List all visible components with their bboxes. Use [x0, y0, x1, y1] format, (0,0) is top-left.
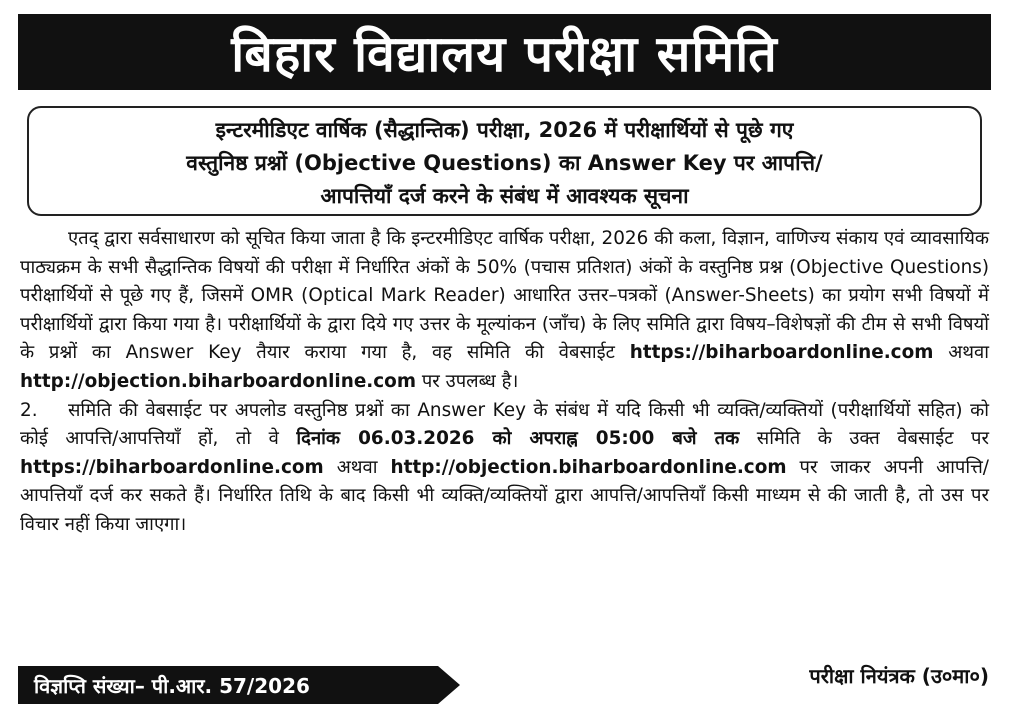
website-link-primary-2[interactable]: https://biharboardonline.com — [20, 456, 324, 478]
notice-number-banner — [18, 666, 438, 704]
paragraph-1-text: एतद् द्वारा सर्वसाधारण को सूचित किया जाता है कि इन्टरमीडिएट वार्षिक परीक्षा, 2026 की कला, विज्ञान, वाणिज्य संकाय एवं व्यावसायिक पाठ्यक्रम के सभी सैद्धान्तिक विषयों की परीक्षा में निर्धारित अंकों के 50% (पचास प्रतिशत) अंकों के वस्तुनिष्ठ प्रश्न (Objective Questions) परीक्षार्थियों से पूछे गए हैं, जिसमें OMR (Optical Mark Reader) आधारित उत्तर–पत्रकों (Answer-Sheets) का प्रयोग सभी विषयों में परीक्षार्थियों द्वारा किया गया है। परीक्षार्थियों के द्वारा दिये गए उत्तर के मूल्यांकन (जाँच) के लिए समिति द्वारा विषय–विशेषज्ञों की टीम से सभी विषयों के प्रश्नों का Answer Key तैयार कराया गया है, वह समिति की वेबसाईट — [20, 228, 989, 364]
notice-number: विज्ञप्ति संख्या– पी.आर. 57/2026 — [34, 673, 310, 698]
controller-signature: परीक्षा नियंत्रक (उ०मा०) — [809, 664, 989, 688]
paragraph-2-text-c: पर जाकर अपनी आपत्ति/आपत्तियाँ दर्ज कर सकते हैं। निर्धारित तिथि के बाद किसी भी व्यक्ति/व्यक्तियों द्वारा आपत्ति/आपत्तियाँ किसी माध्यम से की जाती है, तो उस पर विचार नहीं किया जाएगा। — [20, 456, 989, 535]
subject-line-1: इन्टरमीडिएट वार्षिक (सैद्धान्तिक) परीक्षा, 2026 में परीक्षार्थियों से पूछे गए — [215, 118, 794, 142]
website-link-primary[interactable]: https://biharboardonline.com — [629, 342, 934, 364]
website-link-objection[interactable]: http://objection.biharboardonline.com — [20, 370, 416, 392]
subject-line-3: आपत्तियाँ दर्ज करने के संबंध में आवश्यक सूचना — [320, 184, 689, 208]
conjunction-text-2: अथवा — [336, 456, 378, 478]
paragraph-1 — [20, 225, 989, 397]
footer — [18, 660, 991, 704]
paragraph-2 — [20, 397, 989, 540]
page-title-banner — [18, 14, 991, 90]
conjunction-text: अथवा — [948, 342, 989, 364]
deadline-text: दिनांक 06.03.2026 को अपराह्न 05:00 बजे तक — [296, 428, 740, 450]
notice-body — [18, 225, 991, 540]
paragraph-2-text-b: समिति के उक्त वेबसाईट पर — [756, 428, 990, 450]
paragraph-2-text-a: समिति की वेबसाईट पर अपलोड वस्तुनिष्ठ प्रश्नों का Answer Key के संबंध में यदि किसी भी व्यक्ति/व्यक्तियों (परीक्षार्थियों सहित) को कोई आपत्ति/आपत्तियाँ हों, तो वे — [20, 399, 989, 450]
website-link-objection-2[interactable]: http://objection.biharboardonline.com — [390, 456, 787, 478]
paragraph-2-number: 2. — [20, 399, 38, 421]
page-title: बिहार विद्यालय परीक्षा समिति — [231, 25, 778, 83]
paragraph-1-tail: पर उपलब्ध है। — [421, 370, 519, 392]
subject-box — [27, 106, 982, 216]
subject-line-2: वस्तुनिष्ठ प्रश्नों (Objective Questions) का Answer Key पर आपत्ति/ — [186, 151, 823, 175]
